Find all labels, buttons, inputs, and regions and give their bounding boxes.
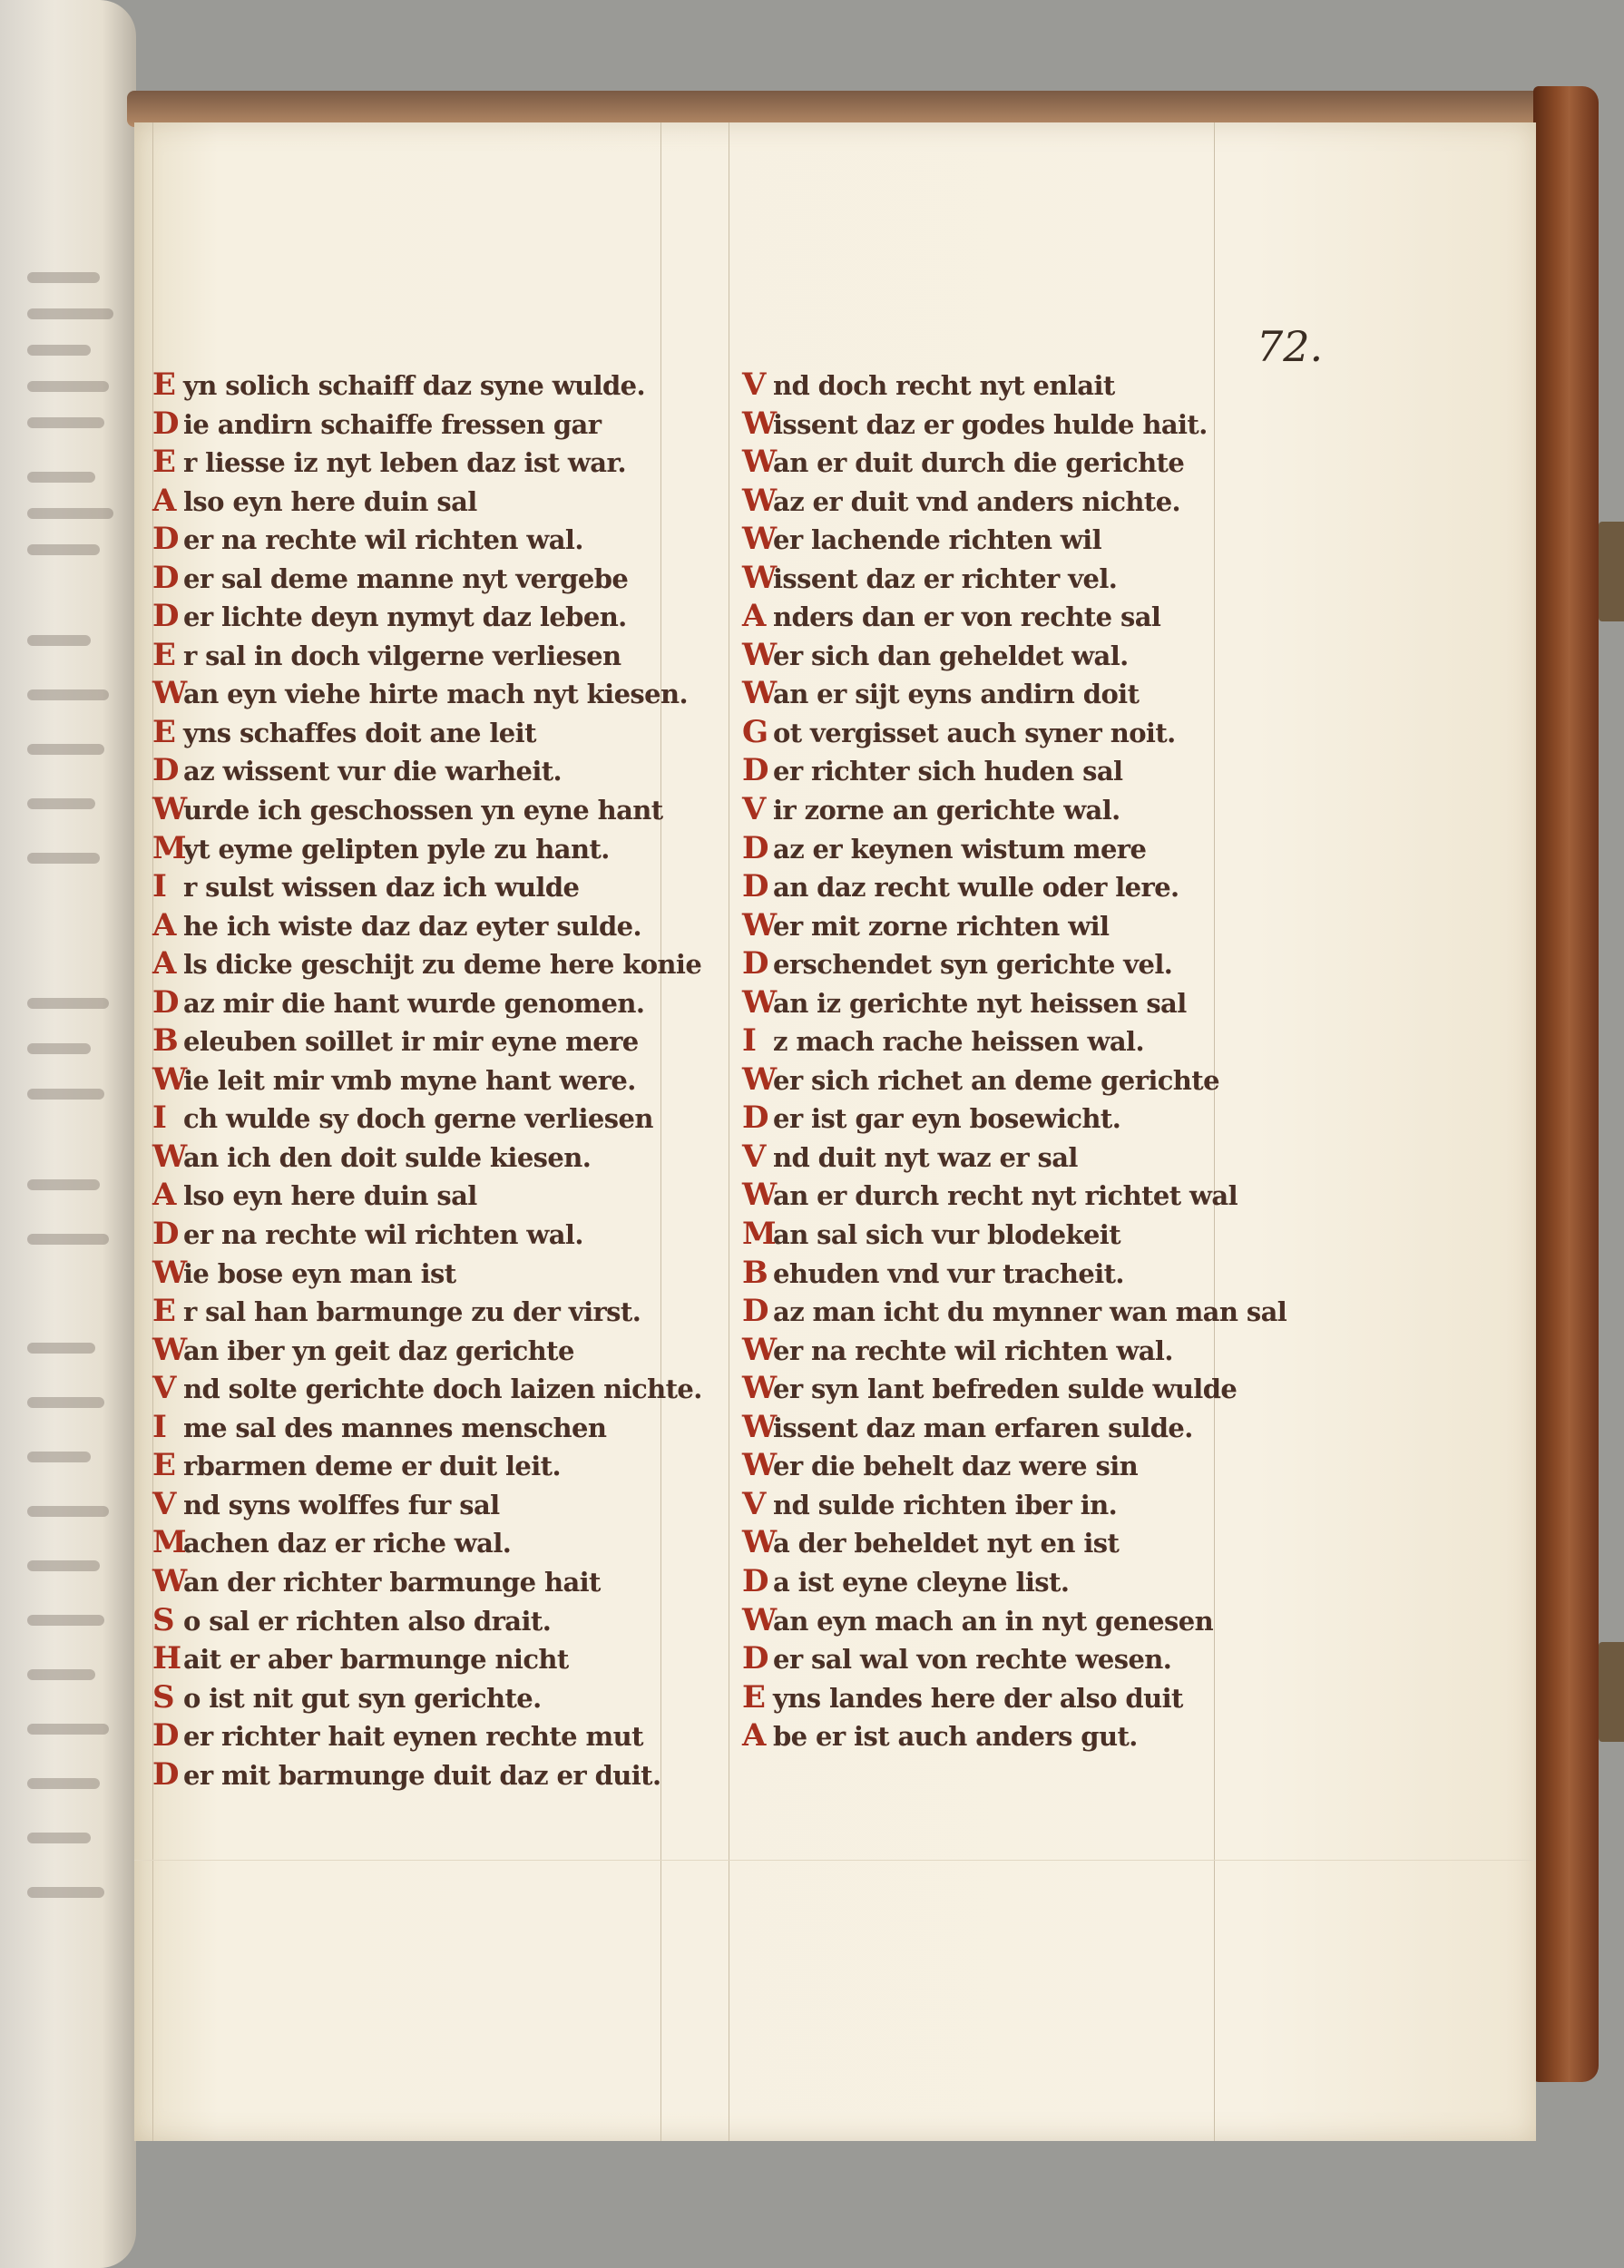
rubricated-initial: D [152, 405, 179, 442]
rubricated-initial: W [742, 1524, 777, 1561]
rubricated-initial: V [742, 367, 766, 403]
verse-text: an eyn mach an in nyt genesen [773, 1605, 1214, 1637]
verse-text: nd solte gerichte doch laizen nichte. [183, 1374, 702, 1405]
verse-text: lso eyn here duin sal [183, 1180, 477, 1212]
rubricated-initial: V [742, 1485, 766, 1522]
rubricated-initial: W [742, 1370, 777, 1407]
verse-line [152, 1716, 702, 1755]
rubricated-initial: D [152, 983, 179, 1021]
rubricated-initial: E [152, 636, 176, 673]
rubricated-initial: V [152, 1370, 176, 1407]
verse-text: nd duit nyt waz er sal [773, 1141, 1078, 1173]
verse-text: az er duit vnd anders nichte. [773, 485, 1181, 517]
verse-line [152, 867, 702, 906]
rubricated-initial: W [742, 1447, 777, 1484]
rubricated-initial: B [152, 1022, 179, 1060]
rubricated-initial: W [152, 791, 187, 828]
verse-line [742, 751, 1286, 790]
verse-line [742, 636, 1286, 675]
verse-text: an er duit durch die gerichte [773, 447, 1185, 479]
verse-text: an iber yn geit daz gerichte [183, 1334, 574, 1366]
verse-text: yns landes here der also duit [773, 1682, 1183, 1714]
rubricated-initial: A [742, 1717, 766, 1755]
verse-line [742, 597, 1286, 636]
verse-text: er richter hait eynen rechte mut [183, 1721, 643, 1753]
verse-text: er ist gar eyn bosewicht. [773, 1103, 1121, 1135]
rubricated-initial: D [742, 945, 768, 982]
rubricated-initial: W [152, 1562, 187, 1599]
verse-line [152, 1331, 702, 1370]
rubricated-initial: D [152, 1755, 179, 1793]
text-column-right [742, 366, 1286, 1755]
verse-line [742, 1523, 1286, 1562]
verse-line [152, 443, 702, 482]
folio-number: 72. [1257, 322, 1324, 371]
rubricated-initial: W [742, 1601, 777, 1638]
rubricated-initial: D [742, 1293, 768, 1330]
rubricated-initial: M [152, 1524, 187, 1561]
rubricated-initial: W [742, 1331, 777, 1368]
rubricated-initial: D [742, 829, 768, 866]
rubricated-initial: W [742, 1177, 777, 1214]
verse-text: az wissent vur die warheit. [183, 756, 563, 787]
previous-page-edge [0, 0, 136, 2268]
leather-binding [1533, 86, 1599, 2082]
verse-text: r sal han barmunge zu der virst. [183, 1296, 641, 1328]
verse-text: o ist nit gut syn gerichte. [183, 1682, 542, 1714]
verse-line [152, 1369, 702, 1408]
verse-line [152, 405, 702, 444]
verse-line [152, 1408, 702, 1447]
verse-line [152, 1099, 702, 1138]
verse-text: nd syns wolffes fur sal [183, 1489, 500, 1520]
verse-text: achen daz er riche wal. [183, 1528, 512, 1559]
verse-line [742, 1446, 1286, 1485]
rubricated-initial: W [152, 1331, 187, 1368]
verse-text: er lachende richten wil [773, 524, 1101, 556]
rubricated-initial: B [742, 1254, 768, 1291]
rubricated-initial: S [152, 1601, 174, 1638]
verse-text: ie leit mir vmb myne hant were. [183, 1064, 636, 1096]
rubricated-initial: W [742, 559, 777, 596]
verse-text: issent daz man erfaren sulde. [773, 1412, 1193, 1443]
verse-text: yt eyme gelipten pyle zu hant. [183, 833, 610, 865]
verse-line [742, 829, 1286, 868]
ruling-bottom [134, 1860, 1536, 1861]
verse-text: yns schaffes doit ane leit [183, 717, 536, 748]
verse-text: an er sijt eyns andirn doit [773, 679, 1140, 710]
verse-line [152, 1061, 702, 1100]
rubricated-initial: A [152, 906, 176, 943]
verse-line [742, 1022, 1286, 1061]
verse-line [742, 1061, 1286, 1100]
rubricated-initial: D [152, 1216, 179, 1253]
rubricated-initial: D [152, 752, 179, 789]
verse-text: az mir die hant wurde genomen. [183, 987, 645, 1019]
verse-line [742, 1678, 1286, 1717]
verse-line [742, 867, 1286, 906]
rubricated-initial: A [742, 598, 766, 635]
rubricated-initial: M [152, 829, 187, 866]
verse-line [152, 1446, 702, 1485]
rubricated-initial: I [152, 1408, 167, 1445]
verse-text: an daz recht wulle oder lere. [773, 872, 1179, 904]
verse-text: er na rechte wil richten wal. [183, 1219, 583, 1251]
verse-text: ir zorne an gerichte wal. [773, 795, 1120, 826]
verse-line [742, 1716, 1286, 1755]
rubricated-initial: I [152, 868, 167, 905]
verse-text: r liesse iz nyt leben daz ist war. [183, 447, 626, 479]
verse-line [152, 1138, 702, 1177]
rubricated-initial: A [152, 482, 176, 519]
verse-text: a ist eyne cleyne list. [773, 1566, 1070, 1598]
rubricated-initial: W [152, 1138, 187, 1175]
clasp-upper [1599, 522, 1624, 621]
verse-line [152, 1485, 702, 1524]
verse-text: ls dicke geschijt zu deme here konie [183, 949, 702, 981]
rubricated-initial: W [742, 1061, 777, 1098]
verse-line [152, 1022, 702, 1061]
verse-line [742, 790, 1286, 829]
rubricated-initial: W [152, 1254, 187, 1291]
verse-line [742, 405, 1286, 444]
verse-text: er na rechte wil richten wal. [183, 524, 583, 556]
verse-text: er sal deme manne nyt vergebe [183, 562, 629, 594]
verse-text: ie bose eyn man ist [183, 1257, 456, 1289]
rubricated-initial: D [152, 521, 179, 558]
verse-line [742, 1562, 1286, 1601]
rubricated-initial: E [152, 444, 176, 481]
verse-line [152, 1254, 702, 1293]
verse-line [152, 751, 702, 790]
verse-line [742, 674, 1286, 713]
verse-text: er sich dan geheldet wal. [773, 640, 1129, 671]
rubricated-initial: E [152, 1447, 176, 1484]
verse-text: er sich richet an deme gerichte [773, 1064, 1219, 1096]
clasp-lower [1599, 1642, 1624, 1742]
rubricated-initial: V [152, 1485, 176, 1522]
verse-text: an eyn viehe hirte mach nyt kiesen. [183, 679, 688, 710]
rubricated-initial: D [742, 1562, 768, 1599]
verse-text: z mach rache heissen wal. [773, 1026, 1144, 1058]
verse-line [742, 520, 1286, 559]
verse-line [742, 366, 1286, 405]
rubricated-initial: D [742, 1100, 768, 1137]
verse-line [152, 983, 702, 1022]
verse-text: he ich wiste daz daz eyter sulde. [183, 910, 641, 942]
verse-line [152, 1678, 702, 1717]
rubricated-initial: M [742, 1216, 777, 1253]
verse-text: ait er aber barmunge nicht [183, 1644, 569, 1676]
verse-text: issent daz er godes hulde hait. [773, 408, 1208, 440]
rubricated-initial: W [742, 482, 777, 519]
rubricated-initial: W [742, 906, 777, 943]
verse-line [742, 1485, 1286, 1524]
verse-text: an sal sich vur blodekeit [773, 1219, 1121, 1251]
verse-text: er die behelt daz were sin [773, 1451, 1139, 1482]
verse-text: er na rechte wil richten wal. [773, 1334, 1173, 1366]
rubricated-initial: V [742, 1138, 766, 1175]
rubricated-initial: E [152, 713, 176, 750]
verse-line [152, 1639, 702, 1678]
verse-text: issent daz er richter vel. [773, 562, 1118, 594]
book-cover-top-edge [127, 91, 1597, 127]
rubricated-initial: E [152, 367, 176, 403]
verse-line [152, 559, 702, 598]
verse-text: ot vergisset auch syner noit. [773, 717, 1176, 748]
verse-line [152, 790, 702, 829]
rubricated-initial: I [742, 1022, 757, 1060]
verse-line [152, 366, 702, 405]
verse-text: nd sulde richten iber in. [773, 1489, 1118, 1520]
verse-line [742, 443, 1286, 482]
verse-line [152, 1562, 702, 1601]
verse-line [152, 906, 702, 945]
rubricated-initial: W [742, 521, 777, 558]
verse-line [152, 1523, 702, 1562]
rubricated-initial: D [152, 559, 179, 596]
verse-text: ehuden vnd vur tracheit. [773, 1257, 1124, 1289]
verse-line [742, 1254, 1286, 1293]
rubricated-initial: E [152, 1293, 176, 1330]
verse-text: be er ist auch anders gut. [773, 1721, 1138, 1753]
rubricated-initial: D [152, 598, 179, 635]
verse-line [152, 674, 702, 713]
rubricated-initial: W [152, 1061, 187, 1098]
verse-text: an iz gerichte nyt heissen sal [773, 987, 1187, 1019]
verse-text: er mit zorne richten wil [773, 910, 1110, 942]
verse-line [742, 1369, 1286, 1408]
verse-text: az man icht du mynner wan man sal [773, 1296, 1287, 1328]
rubricated-initial: W [742, 1408, 777, 1445]
verse-line [742, 1639, 1286, 1678]
rubricated-initial: S [152, 1678, 174, 1716]
verse-text: erschendet syn gerichte vel. [773, 949, 1173, 981]
verse-text: er lichte deyn nymyt daz leben. [183, 601, 627, 633]
verse-text: rbarmen deme er duit leit. [183, 1451, 561, 1482]
verse-text: r sal in doch vilgerne verliesen [183, 640, 621, 671]
verse-text: az er keynen wistum mere [773, 833, 1147, 865]
verse-text: ie andirn schaiffe fressen gar [183, 408, 602, 440]
rubricated-initial: V [742, 791, 766, 828]
verse-text: an er durch recht nyt richtet wal [773, 1180, 1238, 1212]
verse-text: an ich den doit sulde kiesen. [183, 1141, 592, 1173]
verse-line [152, 829, 702, 868]
verse-text: yn solich schaiff daz syne wulde. [183, 370, 646, 401]
verse-line [742, 1099, 1286, 1138]
verse-line [152, 482, 702, 521]
verse-text: eleuben soillet ir mir eyne mere [183, 1026, 639, 1058]
verse-text: er mit barmunge duit daz er duit. [183, 1759, 661, 1791]
verse-line [742, 1138, 1286, 1177]
verse-line [742, 1331, 1286, 1370]
verse-text: nders dan er von rechte sal [773, 601, 1161, 633]
verse-line [742, 1601, 1286, 1640]
verse-line [152, 713, 702, 752]
verse-line [152, 520, 702, 559]
verse-line [742, 1215, 1286, 1254]
verse-text: a der beheldet nyt en ist [773, 1528, 1120, 1559]
rubricated-initial: W [742, 636, 777, 673]
verse-line [152, 1292, 702, 1331]
rubricated-initial: D [152, 1717, 179, 1755]
rubricated-initial: E [742, 1678, 766, 1716]
verse-line [152, 636, 702, 675]
verse-line [742, 713, 1286, 752]
verse-line [152, 597, 702, 636]
verse-line [742, 983, 1286, 1022]
verse-line [742, 559, 1286, 598]
rubricated-initial: W [742, 675, 777, 712]
rubricated-initial: I [152, 1100, 167, 1137]
verse-text: lso eyn here duin sal [183, 485, 477, 517]
verse-text: er richter sich huden sal [773, 756, 1123, 787]
verse-line [742, 1176, 1286, 1215]
rubricated-initial: A [152, 1177, 176, 1214]
verse-line [152, 1176, 702, 1215]
rubricated-initial: D [742, 1640, 768, 1677]
verse-text: urde ich geschossen yn eyne hant [183, 795, 663, 826]
verse-text: ch wulde sy doch gerne verliesen [183, 1103, 653, 1135]
verse-text: me sal des mannes menschen [183, 1412, 607, 1443]
verse-line [742, 1408, 1286, 1447]
verse-line [742, 1292, 1286, 1331]
verse-text: er sal wal von rechte wesen. [773, 1644, 1172, 1676]
verse-text: er syn lant befreden sulde wulde [773, 1374, 1238, 1405]
verse-text: nd doch recht nyt enlait [773, 370, 1115, 401]
verse-text: an der richter barmunge hait [183, 1566, 601, 1598]
verse-line [742, 906, 1286, 945]
verse-line [152, 1601, 702, 1640]
text-column-left [152, 366, 702, 1794]
rubricated-initial: D [742, 752, 768, 789]
verse-line [152, 1755, 702, 1794]
verse-line [742, 482, 1286, 521]
rubricated-initial: W [742, 444, 777, 481]
verse-text: o sal er richten also drait. [183, 1605, 552, 1637]
rubricated-initial: D [742, 868, 768, 905]
verse-line [152, 944, 702, 983]
rubricated-initial: W [742, 405, 777, 442]
rubricated-initial: G [742, 713, 768, 750]
rubricated-initial: A [152, 945, 176, 982]
verse-line [152, 1215, 702, 1254]
rubricated-initial: W [152, 675, 187, 712]
rubricated-initial: W [742, 983, 777, 1021]
verse-text: r sulst wissen daz ich wulde [183, 872, 580, 904]
rubricated-initial: H [152, 1640, 181, 1677]
verse-line [742, 944, 1286, 983]
